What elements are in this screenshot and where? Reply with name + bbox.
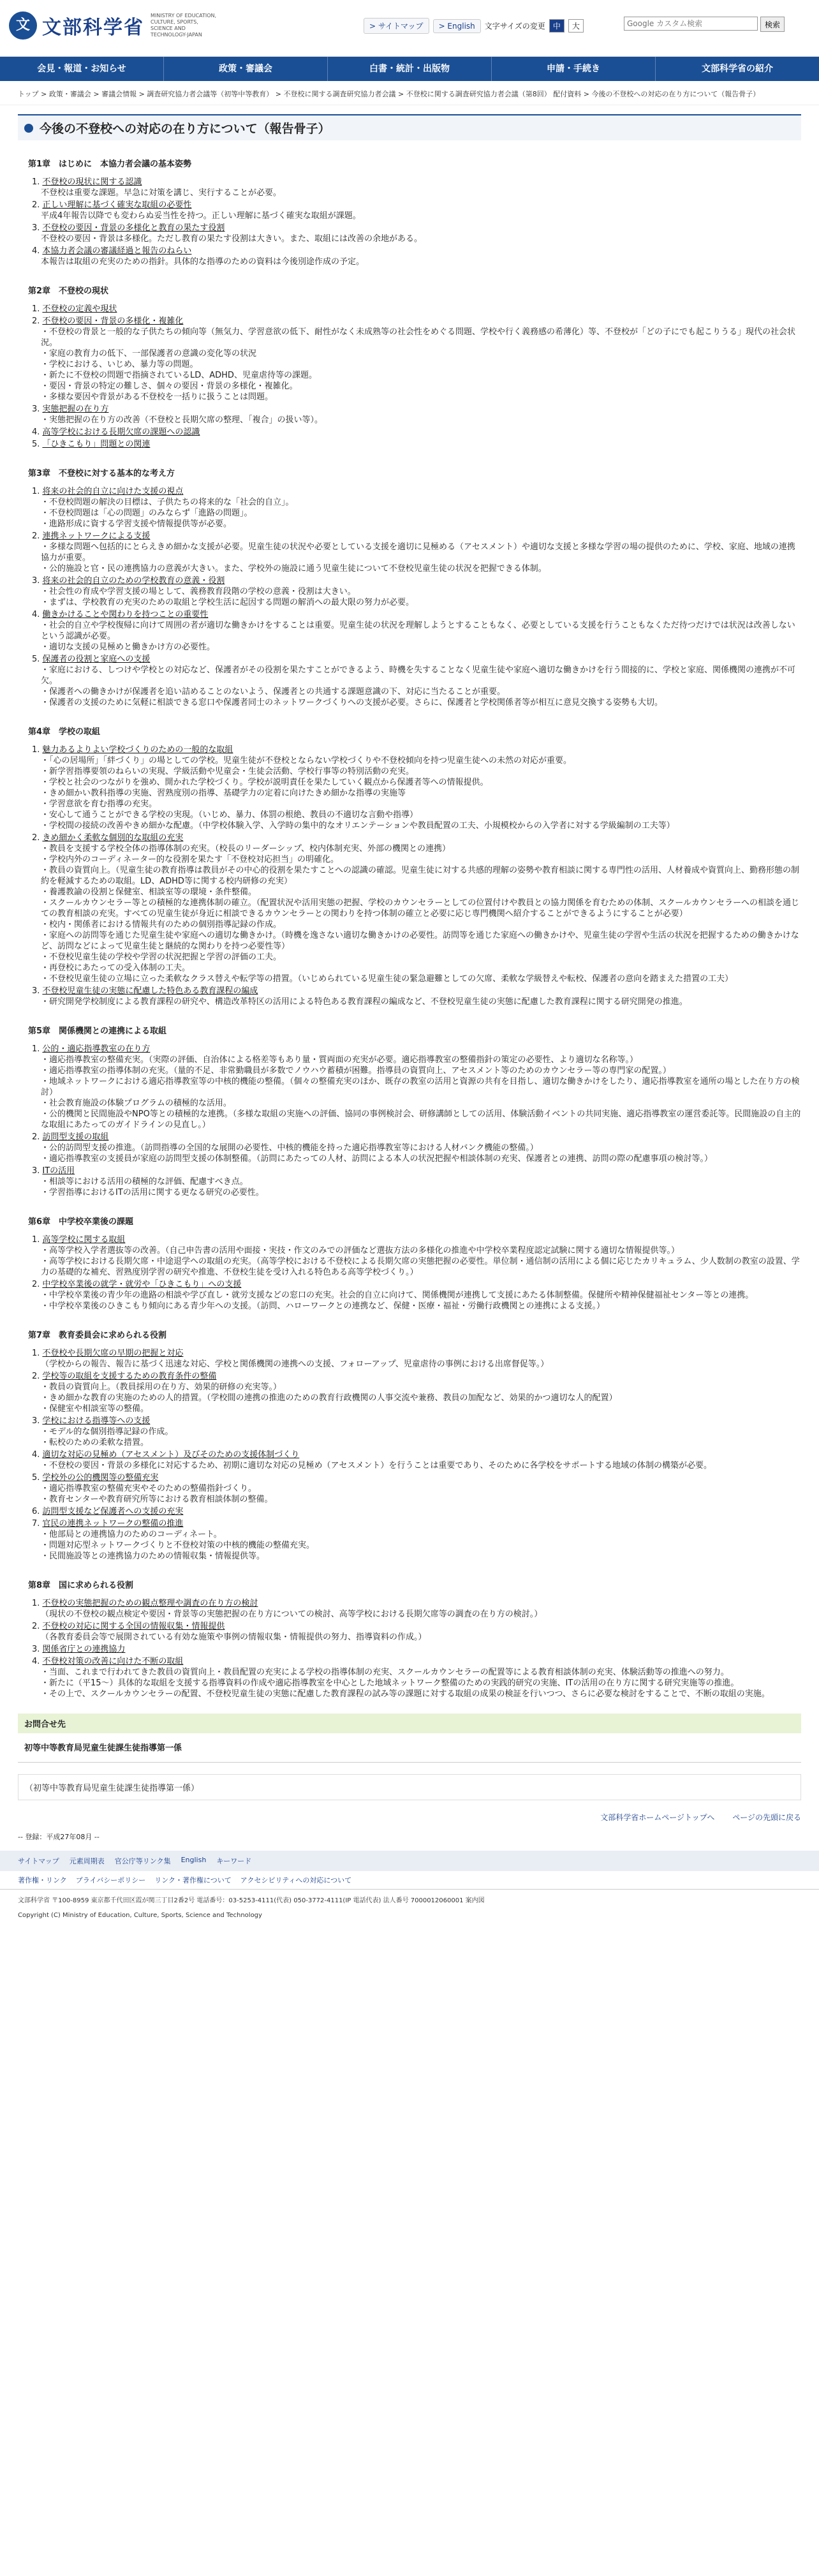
section-number: 2. xyxy=(32,1132,40,1142)
section-title: 将来の社会的自立に向けた支援の視点 xyxy=(42,487,184,496)
site-header xyxy=(0,0,819,57)
section-item xyxy=(32,1449,801,1471)
section-detail: ・民間施設等との連携協力のための情報収集・情報提供等。 xyxy=(41,1551,265,1561)
section-detail: ・高等学校入学者選抜等の改善。（自己申告書の活用や面接・実技・作文のみでの評価など選抜方法の多様化の推進や中学校卒業程度認定試験に関する適切な情報提供等。） xyxy=(41,1246,680,1255)
site-logo[interactable] xyxy=(9,11,221,40)
section-detail: ・「心の居場所」「絆づくり」の場としての学校。児童生徒が不登校とならない学校づくりや不登校傾向を持つ児童生徒への未然の対応が重要。 xyxy=(41,756,572,766)
search-input[interactable] xyxy=(624,17,758,31)
registered-date: -- 登録：平成27年08月 -- xyxy=(18,1833,100,1841)
chapter-heading: 第2章 不登校の現状 xyxy=(28,286,109,296)
section-title: 不登校の対応に関する全国の情報収集・情報提供 xyxy=(42,1622,225,1631)
section-detail: ・不登校児童生徒の学校や学習の状況把握と学習の評価の工夫。 xyxy=(41,952,282,962)
section-title: 関係省庁との連携協力 xyxy=(42,1645,126,1654)
section-detail: ・中学校卒業後の青少年の進路の相談や学び直し・就労支援などの窓口の充実。社会的自立に向けて、関係機関が連携して支援にあたる体制整備。保健所や精神保健福祉センター等との連携。 xyxy=(41,1291,754,1300)
section-title: 働きかけることや関わりを持つことの重要性 xyxy=(42,610,209,619)
section-title: 不登校や長期欠席の早期の把握と対応 xyxy=(42,1349,184,1358)
section-title: 公的・適応指導教室の在り方 xyxy=(42,1044,151,1054)
gnav-item[interactable]: 白書・統計・出版物 xyxy=(328,57,492,81)
section-title: 不登校の実態把握のための観点整理や調査の在り方の検討 xyxy=(42,1599,258,1608)
section-detail: ・学習意欲を育む指導の充実。 xyxy=(41,799,158,809)
section-detail: ・まずは、学校教育の充実のための取組と学校生活に起因する問題の解消への最大限の努力が必要。 xyxy=(41,598,415,607)
section-title: きめ細かく柔軟な個別的な取組の充実 xyxy=(42,833,184,843)
section-detail: ・教員の資質向上。（児童生徒の教育指導は教員がその中心的役割を果たすことへの認識の確認。児童生徒に対する共感的理解の姿勢や教育相談に関する専門性の活用、人材養成や資質向上、勤務形態の制約を軽減するための取組。LD、ADHD等に関する校内研修の充実） xyxy=(41,866,799,886)
section-item xyxy=(32,316,801,403)
chapter-heading: 第3章 不登校に対する基本的な考え方 xyxy=(28,469,175,478)
section-detail: ・スクールカウンセラー等との積極的な連携体制の確立。（配置状況や活用実態の把握、学校のカウンセラーとしての位置付けや教員との協力関係を育むための体制、スクールカウンセラーへの相談を通じての教育相談の充実。すべての児童生徒が身近に相談できるカウンセラーとの関わりを持つ体制の確立と必要に応じ専門機関へ紹介することができるようにすることが必要） xyxy=(41,898,799,919)
chapter-heading: 第4章 学校の取組 xyxy=(28,727,101,737)
footer-link[interactable]: 著作権・リンク xyxy=(18,1876,67,1884)
section-detail: ・不登校問題の解決の目標は、子供たちの将来的な「社会的自立」。 xyxy=(41,498,294,507)
section-detail: ・転校のための柔軟な措置。 xyxy=(41,1438,149,1447)
search-box xyxy=(624,17,785,32)
section-title: ITの活用 xyxy=(42,1166,75,1176)
section-number: 2. xyxy=(32,1372,40,1381)
section-title: 高等学校に関する取組 xyxy=(42,1235,126,1245)
section-item xyxy=(32,531,801,574)
section-detail: ・不登校児童生徒の立場に立った柔軟なクラス替えや転学等の措置。（いじめられている児童生徒の緊急避難としての欠席、柔軟な学級替えや転校、保護者の意向を踏まえた措置の工夫） xyxy=(41,974,734,984)
chapter-heading: 第8章 国に求められる役割 xyxy=(28,1581,134,1590)
search-button[interactable]: 検索 xyxy=(760,17,785,32)
section-number: 4. xyxy=(32,1450,40,1460)
section-item xyxy=(32,404,801,426)
section-detail: ・保健室や相談室等の整備。 xyxy=(41,1404,149,1414)
section-number: 1. xyxy=(32,177,40,187)
section-detail: ・適応指導教室の指導体制の充実。（量的不足、非常勤職員が多数でノウハウ蓄積が困難。指導員の資質向上、アセスメント等のためのカウンセラー等の専門家の配置。） xyxy=(41,1066,671,1076)
section-detail: ・不登校問題は「心の問題」のみならず「進路の問題」。 xyxy=(41,508,253,518)
title-bullet-icon xyxy=(24,124,33,133)
section-number: 2. xyxy=(32,316,40,326)
textsize-large-button[interactable]: 大 xyxy=(568,19,584,33)
utility-bar xyxy=(364,18,584,34)
section-number: 7. xyxy=(32,1519,40,1529)
section-detail: ・学校内外のコーディネーター的な役割を果たす「不登校対応担当」の明確化。 xyxy=(41,855,339,864)
section-title: 中学校卒業後の就学・就労や「ひきこもり」への支援 xyxy=(42,1280,242,1289)
section-detail: （現状の不登校の観点検定や要因・背景等の実態把握の在り方についての検討、高等学校における長期欠席等の調査の在り方の検討。） xyxy=(41,1610,543,1619)
section-title: 訪問型支援など保護者への支援の充実 xyxy=(42,1507,184,1516)
section-detail: ・地域ネットワークにおける適応指導教室等の中核的機能の整備。（個々の整備充実のほか、既存の教室の活用と資源の共有を目指し、適切な働きかけをしたり、適応指導教室を通所の場とした在り方の検討） xyxy=(41,1077,800,1097)
section-title: 高等学校における長期欠席の課題への認識 xyxy=(42,427,200,437)
section-detail: ・新たに不登校の問題で指摘されているLD、ADHD、児童虐待等の課題。 xyxy=(41,371,317,380)
section-detail: ・学校における、いじめ、暴力等の問題。 xyxy=(41,360,198,369)
footer-link[interactable]: サイトマップ xyxy=(18,1857,59,1865)
section-item xyxy=(32,427,801,438)
section-number: 2. xyxy=(32,531,40,541)
section-detail: （学校からの報告、報告に基づく迅速な対応、学校と関係機関の連携への支援、フォローアップ、児童虐待の事例における出席督促等。） xyxy=(41,1359,549,1369)
section-detail: 本報告は取組の充実のための指針。具体的な指導のための資料は今後別途作成の予定。 xyxy=(41,257,365,267)
section-item xyxy=(32,1621,801,1643)
section-detail: ・教員を支援する学校全体の指導体制の充実。（校長のリーダーシップ、校内体制充実、外部の機関との連携） xyxy=(41,844,450,854)
section-title: 学校における指導等への支援 xyxy=(42,1416,151,1426)
section-detail: ・多様な問題へ包括的にとらえきめ細かな支援が必要。児童生徒の状況や必要としている支援を適切に見極める（アセスメント）や適切な支援と多様な学習の場の提供のために、学校、家庭、地域の連携協力が重要。 xyxy=(41,542,795,563)
section-detail: ・社会教育施設の体験プログラムの積極的な活用。 xyxy=(41,1099,232,1108)
section-detail: ・不登校の要因・背景の多様化に対応するため、初期に適切な対応の見極め（アセスメント）を行うことは重要であり、そのために各学校をサポートする地域の体制の構築が必要。 xyxy=(41,1461,712,1470)
section-detail: ・校内・関係者における情報共有のための個別指導記録の作成。 xyxy=(41,920,282,929)
section-detail: ・再登校にあたっての受入体制の工夫。 xyxy=(41,963,191,973)
section-title: 訪問型支援の取組 xyxy=(42,1132,109,1142)
section-title: 実態把握の在り方 xyxy=(42,404,109,414)
page-top-link[interactable]: ページの先頭に戻る xyxy=(732,1813,801,1822)
footer-link[interactable]: リンク・著作権について xyxy=(154,1876,232,1884)
section-detail: ・公的施設と官・民の連携協力の意義が大きい。また、学校外の施設に通う児童生徒について不登校児童生徒の状況を把握できる体制。 xyxy=(41,564,547,574)
logo-english: MINISTRY OF EDUCATION, CULTURE, SPORTS, SCIENCE AND TECHNOLOGY-JAPAN xyxy=(151,13,217,38)
section-detail: ・保護者への働きかけが保護者を追い詰めることのないよう、保護者との共通する課題意識の下、対応に当たることが重要。 xyxy=(41,687,506,697)
section-number: 1. xyxy=(32,1044,40,1054)
breadcrumb[interactable]: トップ > 政策・審議会 > 審議会情報 > 調査研究協力者会議等（初等中等教育） > 不登校に関する調査研究協力者会議 > 不登校に関する調査研究協力者会議（第8回） 配付資料 > 今後の不登校への対応の在り方について（報告骨子） xyxy=(0,81,819,105)
section-detail: ・きめ細かい教科指導の実施、習熟度別の指導、基礎学力の定着に向けたきめ細かな指導の実施等 xyxy=(41,788,406,798)
section-item xyxy=(32,200,801,221)
section-detail: ・学習指導におけるITの活用に関する更なる研究の必要性。 xyxy=(41,1188,264,1197)
gnav-item[interactable]: 文部科学省の紹介 xyxy=(702,64,773,74)
section-detail: ・きめ細かな教育の実施のための人的措置。（学校間の連携の推進のための教育行政機関の人事交流や兼務、教員の加配など、効果的かつ適切な人的配置） xyxy=(41,1393,617,1403)
section-detail: ・中学校卒業後のひきこもり傾向にある青少年への支援。（訪問、ハローワークとの連携など、保健・医療・福祉・労働行政機関との連携による支援。） xyxy=(41,1301,605,1311)
footer-link[interactable]: キーワード xyxy=(216,1857,252,1865)
section-number: 1. xyxy=(32,1599,40,1608)
section-number: 4. xyxy=(32,610,40,619)
section-number: 5. xyxy=(32,440,40,449)
section-detail: ・当面、これまで行われてきた教員の資質向上・教員配置の充実による学校の指導体制の充実、スクールカウンセラーの配置等による教育相談体制の充実、体験活動等の推進への努力。 xyxy=(41,1668,729,1677)
section-title: 不登校の定義や現状 xyxy=(42,304,117,314)
section-title: 不登校児童生徒の実態に配慮した特色ある教育課程の編成 xyxy=(42,986,258,996)
footer-nav-primary xyxy=(0,1851,819,1871)
footer-link[interactable]: プライバシーポリシー xyxy=(75,1876,146,1884)
section-item xyxy=(32,1506,801,1517)
section-number: 2. xyxy=(32,200,40,210)
section-item xyxy=(32,1348,801,1370)
section-item xyxy=(32,1518,801,1562)
section-item xyxy=(32,1598,801,1620)
section-detail: ・実態把握の在り方の改善（不登校と長期欠席の整理、「複合」の扱い等）。 xyxy=(41,415,323,425)
section-number: 3. xyxy=(32,986,40,996)
section-item xyxy=(32,833,801,984)
logo-mark: 文 xyxy=(9,11,37,40)
footer-copyright: Copyright (C) Ministry of Education, Culture, Sports, Science and Technology xyxy=(18,1912,262,1919)
section-detail: ・公的機関と民間施設やNPO等との積極的な連携。（多様な取組の実施への評価、協同の事例検討会、研修講師としての活用、体験活動イベントの共同実施、適応指導教室の運営委託等。民間施設の自主的な取組にあたってのガイドラインの見直し。） xyxy=(41,1109,801,1130)
contact-heading: お問合せ先 xyxy=(18,1714,801,1733)
section-title: 不登校の要因・背景の多様化と教育の果たす役割 xyxy=(42,223,225,233)
section-title: 本協力者会議の審議経過と報告のねらい xyxy=(42,246,192,256)
section-title: 連携ネットワークによる支援 xyxy=(42,531,151,541)
section-detail: ・適応指導教室の整備充実。（実際の評価、自治体による格差等もあり量・質両面の充実が必要。適応指導教室の整備指針の策定の必要性、より適切な名称等。） xyxy=(41,1055,638,1065)
section-item xyxy=(32,1644,801,1655)
section-title: 保護者の役割と家庭への支援 xyxy=(42,655,151,664)
section-item xyxy=(32,246,801,267)
section-number: 4. xyxy=(32,1657,40,1666)
textsize-label: 文字サイズの変更 xyxy=(484,22,545,31)
section-detail: ・高等学校における長期欠席・中途退学への取組の充実。（高等学校における不登校による長期欠席の実態把握の必要性。単位制・通信制の活用による個に応じたカリキュラム、少人数制の教室の設置、学力の基礎的な補充、習熟度別学習の研究や推進、不登校生徒を受け入れる特色ある高等学校づくり。） xyxy=(41,1257,800,1277)
section-number: 3. xyxy=(32,1645,40,1654)
section-item xyxy=(32,1656,801,1699)
section-detail: ・要因・背景の特定の難しさ、個々の要因・背景の多様化・複雑化。 xyxy=(41,381,298,391)
page-title-wrap xyxy=(18,114,801,140)
section-title: 官民の連携ネットワークの整備の推進 xyxy=(42,1519,184,1529)
section-title: 不登校の現状に関する認識 xyxy=(42,177,142,187)
section-detail: ・家庭への訪問等を通じた児童生徒や家庭への適切な働きかけ。（時機を逸さない適切な働きかけの必要性。訪問等を通じた家庭への働きかけや、児童生徒の学習や生活の状況を把握するための働きかけなど、訪問などによって児童生徒と継続的な関わりを持つ必要性等） xyxy=(41,931,799,951)
section-number: 3. xyxy=(32,1166,40,1176)
section-detail: ・学校と社会のつながりを強め、開かれた学校づくり。学校が説明責任を果たしていく観点から保護者等への情報提供。 xyxy=(41,778,489,787)
footer-nav-secondary xyxy=(0,1871,819,1890)
gnav-item[interactable]: 政策・審議会 xyxy=(164,57,328,81)
section-title: 学校等の取組を支援するための教育条件の整備 xyxy=(42,1372,217,1381)
section-item xyxy=(32,177,801,198)
section-item xyxy=(32,1472,801,1505)
section-detail: ・教育センターや教育研究所等における教育相談体制の整備。 xyxy=(41,1495,273,1504)
footer-link[interactable]: 官公庁等リンク集 xyxy=(114,1857,171,1865)
section-item xyxy=(32,1416,801,1448)
section-number: 2. xyxy=(32,1280,40,1289)
section-number: 1. xyxy=(32,1235,40,1245)
section-number: 3. xyxy=(32,1416,40,1426)
section-number: 1. xyxy=(32,304,40,314)
main-content xyxy=(0,157,819,1699)
section-detail: ・モデル的な個別指導記録の作成。 xyxy=(41,1427,173,1437)
section-number: 4. xyxy=(32,246,40,256)
section-detail: 不登校は重要な課題。早急に対策を講じ、実行することが必要。 xyxy=(41,188,282,198)
section-title: 魅力あるよりよい学校づくりのための一般的な取組 xyxy=(42,745,233,755)
section-number: 1. xyxy=(32,487,40,496)
section-number: 5. xyxy=(32,655,40,664)
textsize-medium-button[interactable]: 中 xyxy=(549,19,564,33)
section-number: 3. xyxy=(32,404,40,414)
section-detail: ・問題対応型ネットワークづくりと不登校対策の中核的機能の整備充実。 xyxy=(41,1541,315,1550)
chapter-heading: 第1章 はじめに 本協力者会議の基本姿勢 xyxy=(28,159,192,169)
agency-top-link[interactable]: 文部科学省ホームページトップへ xyxy=(600,1813,715,1822)
sitemap-link[interactable]: > サイトマップ xyxy=(364,18,429,34)
section-item xyxy=(32,1166,801,1198)
section-number: 1. xyxy=(32,1349,40,1358)
section-item xyxy=(32,986,801,1007)
footer-link[interactable]: English xyxy=(181,1856,207,1864)
section-title: 不登校対策の改善に向けた不断の取組 xyxy=(42,1657,184,1666)
section-number: 3. xyxy=(32,223,40,233)
section-detail: ・安心して通うことができる学校の実現。（いじめ、暴力、体罰の根絶、教員の不適切な言動や指導） xyxy=(41,810,418,820)
section-detail: ・養護教諭の役割と保健室、相談室等の環境・条件整備。 xyxy=(41,887,257,897)
section-item xyxy=(32,486,801,529)
section-detail: ・その上で、スクールカウンセラーの配置、不登校児童生徒の実態に配慮した教育課程の試み等の課題に対する取組の成果の検証を行いつつ、さらに必要な検討をすることで、不断の取組の実施。 xyxy=(41,1689,770,1699)
section-detail: 不登校の要因・背景は多様化。ただし教育の果たす役割は大きい。また、取組には改善の余地がある。 xyxy=(41,234,423,244)
section-number: 2. xyxy=(32,1622,40,1631)
section-title: 学校外の公的機関等の整備充実 xyxy=(42,1473,159,1483)
section-detail: ・適切な支援の見極めと働きかけ方の必要性。 xyxy=(41,642,216,652)
english-link[interactable]: > English xyxy=(433,19,481,33)
section-title: 「ひきこもり」問題との関連 xyxy=(42,440,151,449)
section-item xyxy=(32,609,801,653)
footer-links xyxy=(18,1812,801,1823)
section-title: 適切な対応の見極め（アセスメント）及びそのための支援体制づくり xyxy=(42,1450,300,1460)
section-title: 将来の社会的自立のための学校教育の意義・役割 xyxy=(42,576,225,586)
section-number: 4. xyxy=(32,427,40,437)
section-detail: ・家庭における、しつけや学校との対応など、保護者がその役割を果たすことができるよう、時機を失することなく児童生徒や家庭へ適切な働きかけを行う間接的に、学校と家庭、関係機関の連携が不可欠。 xyxy=(41,665,796,686)
section-detail: ・他部局との連携協力のためのコーディネート。 xyxy=(41,1530,222,1539)
section-item xyxy=(32,1234,801,1278)
section-detail: ・多様な要因や背景がある不登校を一括りに扱うことは問題。 xyxy=(41,392,274,402)
section-item xyxy=(32,1279,801,1312)
section-detail: （各教育委員会等で展開されている有効な施策や事例の情報収集・情報提供の努力、指導資料の作成。） xyxy=(41,1632,427,1642)
section-item xyxy=(32,654,801,708)
gnav-item[interactable]: 申請・手続き xyxy=(492,57,656,81)
contact-dept-paren: （初等中等教育局児童生徒課生徒指導第一係） xyxy=(18,1774,801,1800)
section-detail: ・社会性の育成や学習支援の場として、義務教育段階の学校の意義・役割は大きい。 xyxy=(41,587,356,596)
section-number: 6. xyxy=(32,1507,40,1516)
chapter-heading: 第5章 関係機関との連携による取組 xyxy=(28,1026,167,1036)
chapter-heading: 第6章 中学校卒業後の課題 xyxy=(28,1217,134,1227)
section-title: 不登校の要因・背景の多様化・複雑化 xyxy=(42,316,184,326)
section-item xyxy=(32,439,801,450)
section-detail: ・不登校の背景と一般的な子供たちの傾向等（無気力、学習意欲の低下、耐性がなく未成熟等の社会性をめぐる問題、学校や行く義務感の希薄化）等、不登校が「どの子にでも起こりうる」現代の社会状況。 xyxy=(41,327,796,348)
section-detail: ・研究開発学校制度による教育課程の研究や、構造改革特区の活用による特色ある教育課程の編成など、不登校児童生徒の実態に配慮した教育課程に関する研究開発の推進。 xyxy=(41,997,688,1007)
section-detail: ・適応指導教室の整備充実やそのための整備指針づくり。 xyxy=(41,1484,257,1493)
section-detail: ・学校間の接続の改善やきめ細かな配慮。（中学校体験入学、入学時の集中的なオリエンテーションや教員配置の工夫、小規模校からの入学者に対する学級編制の工夫等） xyxy=(41,821,675,831)
contact-dept: 初等中等教育局児童生徒課生徒指導第一係 xyxy=(18,1741,801,1763)
chapter-heading: 第7章 教育委員会に求められる役割 xyxy=(28,1331,167,1340)
section-number: 5. xyxy=(32,1473,40,1483)
section-detail: ・社会的自立や学校復帰に向けて周囲の者が適切な働きかけをすることは重要。児童生徒の状況を理解しようとすることもなく、必要としている支援を行うこともなくただ待つだけでは状況は改善しないという認識が必要。 xyxy=(41,621,795,641)
footer-address: 文部科学省 〒100-8959 東京都千代田区霞が関三丁目2番2号 電話番号：03-5253-4111(代表) 050-3772-4111(IP 電話代表) 法人番号 7000012060001 案内図 xyxy=(18,1897,485,1904)
logo-name: 文部科学省 xyxy=(42,17,144,39)
section-detail: ・新学習指導要領のねらいの実現、学級活動や児童会・生徒会活動、学校行事等の特別活動の充実。 xyxy=(41,767,415,776)
section-item xyxy=(32,744,801,831)
section-detail: ・新たに（平15〜）具体的な取組を支援する指導資料の作成や適応指導教室を中心とした地域ネットワーク整備のための実践的研究の実施、ITの活用の在り方に関する研究実施等の推進。 xyxy=(41,1678,739,1688)
gnav-item[interactable]: 会見・報道・お知らせ xyxy=(0,57,164,81)
section-item xyxy=(32,575,801,608)
section-number: 1. xyxy=(32,745,40,755)
section-item xyxy=(32,1371,801,1414)
section-detail: ・家庭の教育力の低下、一部保護者の意識の変化等の状況 xyxy=(41,349,257,359)
global-nav xyxy=(0,57,819,81)
section-detail: ・進路形成に資する学習支援や情報提供等が必要。 xyxy=(41,519,232,529)
footer-link[interactable]: アクセシビリティへの対応について xyxy=(240,1876,352,1884)
section-title: 正しい理解に基づく確実な取組の必要性 xyxy=(42,200,192,210)
section-detail: ・保護者の支援のために気軽に相談できる窓口や保護者同士のネットワークづくりへの支援が必要。さらに、保護者と学校関係者等が相互に意見交換する姿勢も大切。 xyxy=(41,698,663,707)
page-title: 今後の不登校への対応の在り方について（報告骨子） xyxy=(40,122,330,136)
section-detail: ・教員の資質向上。（教員採用の在り方、効果的研修の充実等。） xyxy=(41,1382,282,1392)
section-number: 2. xyxy=(32,833,40,843)
section-item xyxy=(32,223,801,244)
section-detail: ・相談等における活用の積極的な評価、配慮すべき点。 xyxy=(41,1177,248,1187)
section-item xyxy=(32,1132,801,1164)
section-item xyxy=(32,1044,801,1130)
section-detail: 平成4年報告以降でも変わらぬ妥当性を持つ。正しい理解に基づく確実な取組が課題。 xyxy=(41,211,361,221)
section-item xyxy=(32,304,801,315)
section-number: 3. xyxy=(32,576,40,586)
footer-link[interactable]: 元素周期表 xyxy=(69,1857,105,1865)
section-detail: ・公的訪問型支援の推進。（訪問指導の全国的な展開の必要性、中核的機能を持った適応指導教室等における人材バンク機能の整備。） xyxy=(41,1143,538,1153)
section-detail: ・適応指導教室の支援員が家庭の訪問型支援の体制整備。（訪問にあたっての人材、訪問による本人の状況把握や相談体制の充実、保護者との連携、訪問の際の配慮事項の検討等。） xyxy=(41,1154,713,1164)
